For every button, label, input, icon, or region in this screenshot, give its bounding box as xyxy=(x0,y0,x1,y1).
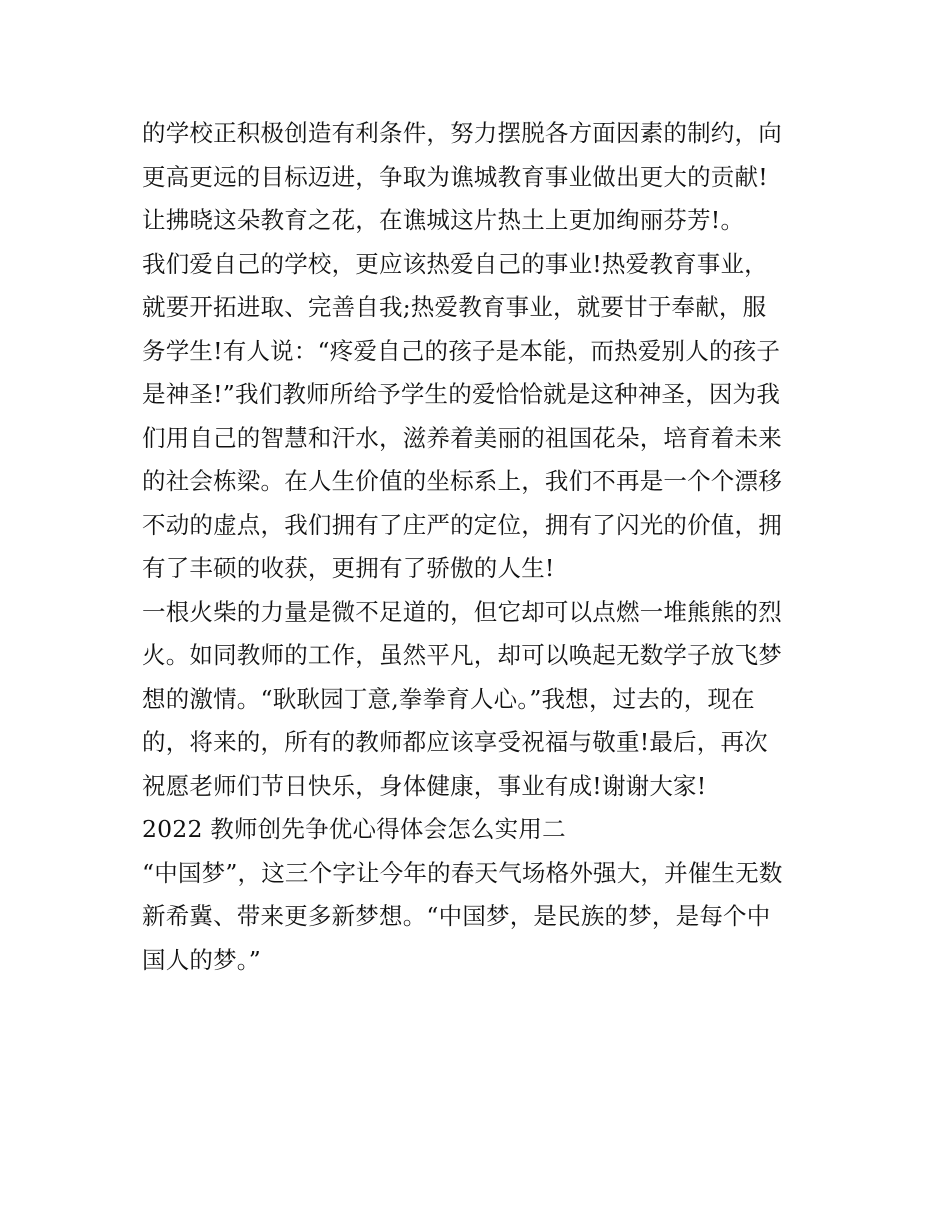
text-line: 新希冀、带来更多新梦想。“中国梦，是民族的梦，是每个中 xyxy=(142,902,771,930)
paragraph-match xyxy=(142,591,812,809)
paragraph-school xyxy=(142,112,812,243)
text-line: 的学校正积极创造有利条件，努力摆脱各方面因素的制约，向 xyxy=(142,119,782,147)
text-line: 们用自己的智慧和汗水，滋养着美丽的祖国花朵，培育着未来 xyxy=(142,423,782,452)
text-line: “中国梦”，这三个字让今年的春天气场格外强大，并催生无数 xyxy=(142,858,783,887)
heading-line: 2022 教师创先争优心得体会怎么实用二 xyxy=(142,815,566,843)
text-line: 的，将来的，所有的教师都应该享受祝福与敬重!最后，再次 xyxy=(142,728,768,756)
paragraph-career xyxy=(142,243,812,591)
text-line: 有了丰硕的收获，更拥有了骄傲的人生! xyxy=(142,554,555,582)
text-line: 不动的虚点，我们拥有了庄严的定位，拥有了闪光的价值，拥 xyxy=(142,510,782,539)
document-body xyxy=(142,112,812,982)
text-line: 我们爱自己的学校，更应该热爱自己的事业!热爱教育事业， xyxy=(142,249,768,278)
text-line: 更高更远的目标迈进，争取为谯城教育事业做出更大的贡献! xyxy=(142,162,768,191)
section-heading xyxy=(142,808,812,852)
text-line: 的社会栋梁。在人生价值的坐标系上，我们不再是一个个漂移 xyxy=(142,467,782,495)
text-line: 火。如同教师的工作，虽然平凡，却可以唤起无数学子放飞梦 xyxy=(142,641,782,669)
text-line: 国人的梦。” xyxy=(142,945,261,974)
text-line: 是神圣!”我们教师所给予学生的爱恰恰就是这种神圣，因为我 xyxy=(142,380,781,408)
text-line: 一根火柴的力量是微不足道的，但它却可以点燃一堆熊熊的烈 xyxy=(142,597,782,626)
text-line: 想的激情。“耿耿园丁意,拳拳育人心。”我想，过去的，现在 xyxy=(142,684,755,713)
text-line: 就要开拓进取、完善自我;热爱教育事业，就要甘于奉献，服 xyxy=(142,293,767,321)
text-line: 务学生!有人说：“疼爱自己的孩子是本能，而热爱别人的孩子 xyxy=(142,336,781,365)
text-line: 让拂晓这朵教育之花，在谯城这片热土上更加绚丽芬芳!。 xyxy=(142,206,745,234)
text-line: 祝愿老师们节日快乐，身体健康，事业有成!谢谢大家! xyxy=(142,771,707,800)
paragraph-china-dream xyxy=(142,852,812,983)
